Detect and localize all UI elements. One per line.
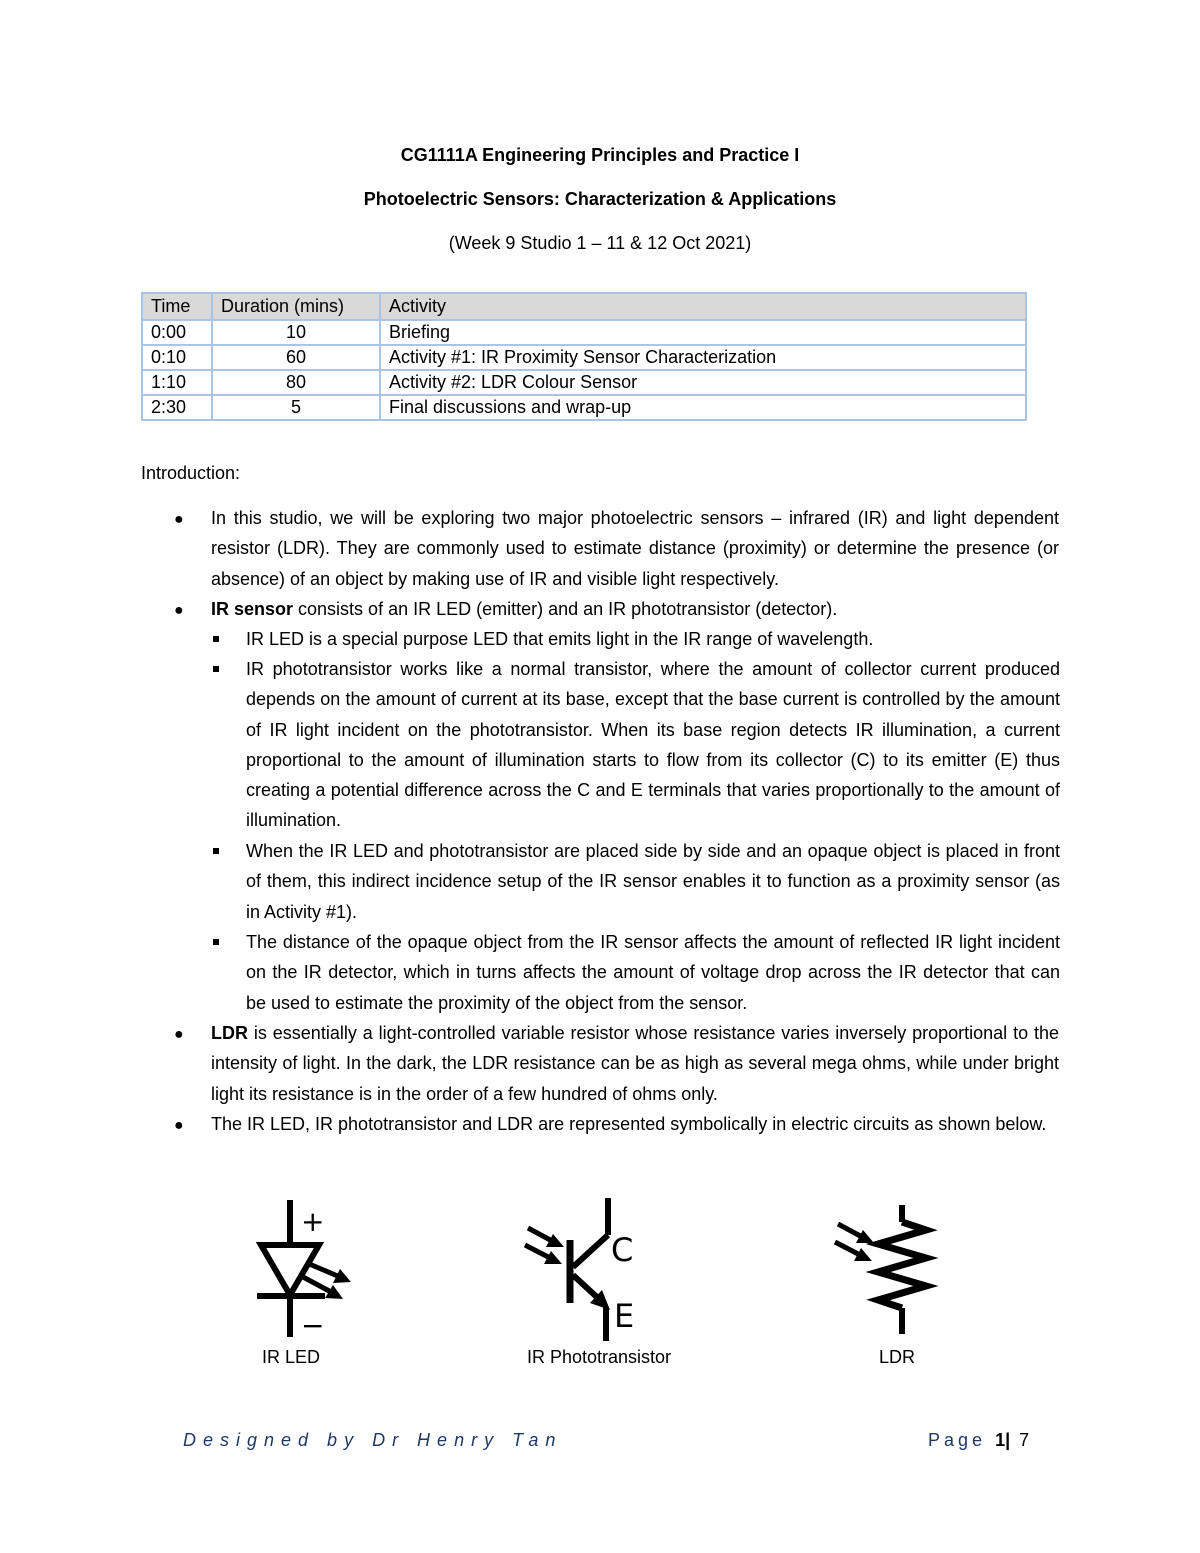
time-cell: 2:30: [142, 395, 212, 420]
sub-paragraph-4: The distance of the opaque object from the IR sensor affects the amount of reflected IR light incident on the IR detector, which in turns affects the amount of voltage drop across the IR detector that can be used to estimate the proximity of the object from the sensor.: [246, 932, 1060, 1013]
duration-cell: 5: [212, 395, 380, 420]
activity-cell: Activity #1: IR Proximity Sensor Characterization: [380, 345, 1026, 370]
bullet-dot: ●: [174, 602, 184, 619]
table-row: [142, 370, 1026, 395]
course-title: CG1111A Engineering Principles and Practice I: [400, 145, 800, 165]
minus-sign: −: [301, 1309, 325, 1340]
sub-paragraph-2: IR phototransistor works like a normal transistor, where the amount of collector current produced depends on the amount of current at its base, except that the base current is controlled by the amount of IR light incident on the phototransistor. When its base region detects IR illumination, a current proportional to the amount of illumination starts to flow from its collector (C) to its emitter (E) thus creating a potential difference across the C and E terminals that varies proportionally to the amount of illumination.: [246, 659, 1060, 831]
ldr-term: LDR: [211, 1023, 248, 1043]
bullet-dot: ●: [174, 1026, 184, 1043]
duration-cell: 80: [212, 370, 380, 395]
table-row: [142, 345, 1026, 370]
intro-paragraph-1: In this studio, we will be exploring two major photoelectric sensors – infrared (IR) and light dependent resistor (LDR). They are commonly used to estimate distance (proximity) or determine the presence (or absence) of an object by making use of IR and visible light respectively.: [211, 508, 1059, 589]
time-cell: 1:10: [142, 370, 212, 395]
time-cell: 0:10: [142, 345, 212, 370]
ir-phototransistor-symbol: [520, 1195, 650, 1345]
ir-sensor-term: IR sensor: [211, 599, 294, 619]
intro-heading: Introduction:: [141, 463, 241, 483]
time-cell: 0:00: [142, 320, 212, 345]
ldr-symbol: [830, 1200, 940, 1340]
column-header: Time: [142, 293, 212, 320]
ldr-desc: is essentially a light-controlled variable resistor whose resistance varies inversely proportional to the intensity of light. In the dark, the LDR resistance can be as high as several mega ohms, while under bright light its resistance is in the order of a few hundred of ohms only.: [211, 1023, 1059, 1104]
activity-cell: Briefing: [380, 320, 1026, 345]
activity-cell: Final discussions and wrap-up: [380, 395, 1026, 420]
sub-bullet-square: [213, 939, 219, 945]
sub-paragraph-1: IR LED is a special purpose LED that emits light in the IR range of wavelength.: [246, 629, 874, 649]
table-header-row: [142, 293, 1026, 320]
emitter-label: E: [614, 1297, 635, 1335]
ldr-caption: LDR: [878, 1347, 915, 1367]
page-current: 1: [995, 1430, 1006, 1450]
bullet-dot: ●: [174, 511, 184, 528]
page-label: Page: [928, 1430, 987, 1450]
intro-paragraph-3: [211, 1018, 1059, 1109]
topic-title: Photoelectric Sensors: Characterization & Applications: [363, 189, 837, 209]
bullet-dot: ●: [174, 1117, 184, 1134]
page-separator: |: [1005, 1430, 1011, 1450]
duration-cell: 10: [212, 320, 380, 345]
sub-paragraph-3: When the IR LED and phototransistor are placed side by side and an opaque object is placed in front of them, this indirect incidence setup of the IR sensor enables it to function as a proximity sensor (as in Activity #1).: [246, 841, 1060, 922]
sub-bullet-square: [213, 666, 219, 672]
sub-bullet-square: [213, 848, 219, 854]
collector-label: C: [611, 1231, 634, 1269]
sub-bullet-square: [213, 636, 219, 642]
intro-paragraph-2: [211, 594, 1059, 624]
table-row: [142, 395, 1026, 420]
ir-led-symbol: [245, 1195, 365, 1340]
ir-phototransistor-caption: IR Phototransistor: [526, 1347, 672, 1367]
schedule-table: [141, 292, 1027, 421]
footer-page-number: [928, 1430, 1029, 1451]
ir-sensor-desc: consists of an IR LED (emitter) and an IR phototransistor (detector).: [293, 599, 838, 619]
column-header: Duration (mins): [212, 293, 380, 320]
column-header: Activity: [380, 293, 1026, 320]
intro-paragraph-4: The IR LED, IR phototransistor and LDR are represented symbolically in electric circuits as shown below.: [211, 1114, 1047, 1134]
page-total: 7: [1019, 1430, 1030, 1450]
ir-led-caption: IR LED: [261, 1347, 321, 1367]
plus-sign: +: [301, 1205, 325, 1238]
footer-designer: Designed by Dr Henry Tan: [183, 1430, 563, 1450]
table-row: [142, 320, 1026, 345]
activity-cell: Activity #2: LDR Colour Sensor: [380, 370, 1026, 395]
session-info: (Week 9 Studio 1 – 11 & 12 Oct 2021): [448, 233, 752, 253]
duration-cell: 60: [212, 345, 380, 370]
